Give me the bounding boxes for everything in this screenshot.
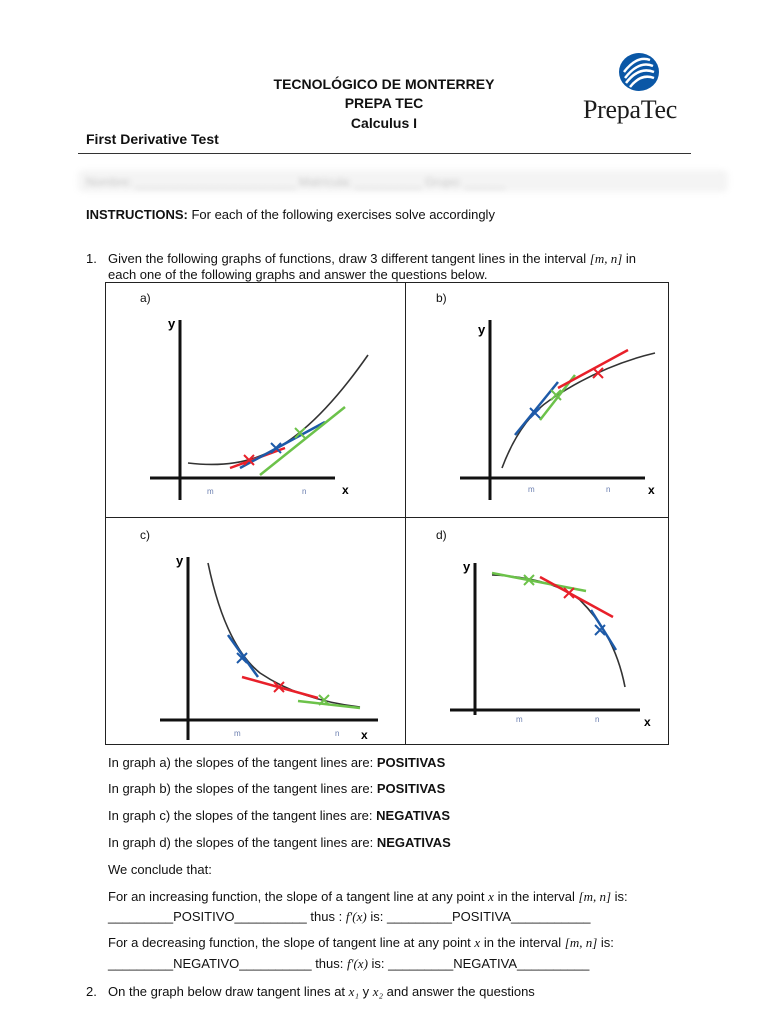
q2-text-b: and answer the questions (386, 984, 535, 999)
q1-line1 (108, 250, 636, 267)
graph-b-label: b) (436, 291, 447, 305)
graph-d-tangent-red (540, 577, 613, 617)
decreasing-line1 (108, 934, 614, 951)
graph-c-label: c) (140, 528, 150, 542)
answer-d-text: In graph d) the slopes of the tangent lines are: (108, 835, 374, 850)
answer-c-value: NEGATIVAS (376, 808, 451, 823)
decreasing-var-x: x (474, 935, 481, 950)
logo-wordmark: PrepaTec (583, 95, 677, 124)
q2-text (108, 983, 535, 1000)
graph-d-mark-red (564, 588, 574, 598)
graph-b (450, 310, 665, 510)
graph-b-mark-red (593, 368, 603, 378)
q2-text-a: On the graph below draw tangent lines at (108, 984, 346, 999)
header-divider (78, 153, 691, 154)
doc-title: First Derivative Test (86, 131, 219, 147)
graph-a-tangent-blue (240, 422, 325, 468)
graph-c (150, 545, 390, 745)
increasing-var-x: x (488, 889, 494, 904)
graph-c-m-label: m (234, 729, 241, 738)
instructions (86, 206, 495, 223)
decreasing-text-b: in the interval (483, 935, 562, 950)
decreasing-interval: [m, n] (564, 935, 598, 950)
institution-title: TECNOLÓGICO DE MONTERREY (273, 76, 495, 92)
program-title: PREPA TEC (344, 95, 424, 111)
increasing-line2 (108, 908, 591, 925)
graph-b-x-label: x (648, 483, 655, 497)
answer-b-value: POSITIVAS (376, 781, 446, 796)
graph-a-x-label: x (342, 483, 349, 497)
blurred-name-line: Nombre: ________________________ Matrícula: __________ Grupo: ______ (86, 175, 506, 189)
decreasing-line2 (108, 955, 589, 972)
answer-a (108, 754, 445, 771)
answer-c-text: In graph c) the slopes of the tangent lines are: (108, 808, 373, 823)
q1-line1-text: Given the following graphs of functions, draw 3 different tangent lines in the interval (108, 251, 587, 266)
decreasing-text-c: is: (600, 935, 614, 950)
graph-c-x-label: x (361, 728, 368, 742)
answer-a-value: POSITIVAS (376, 755, 446, 770)
graph-b-y-label: y (478, 322, 486, 337)
decreasing-text-a: For a decreasing function, the slope of tangent line at any point (108, 935, 471, 950)
increasing-text-c: is: (614, 889, 628, 904)
graph-d-n-label: n (595, 715, 600, 724)
grid-divider-vertical (405, 282, 406, 745)
answer-b (108, 780, 445, 797)
graph-d-y-label: y (463, 559, 471, 574)
q2-number: 2. (86, 984, 97, 999)
conclude-text: We conclude that: (108, 862, 212, 877)
graph-d-tangent-green (492, 573, 586, 591)
increasing-text-a: For an increasing function, the slope of a tangent line at any point (108, 889, 485, 904)
increasing-derivative-answer: is: _________POSITIVA___________ (370, 909, 591, 924)
answer-c (108, 807, 450, 824)
graph-d (450, 555, 665, 730)
prepatec-logo-icon (610, 52, 668, 92)
answer-b-text: In graph b) the slopes of the tangent lines are: (108, 781, 374, 796)
q1-line1-end: in (625, 251, 637, 266)
q1-number: 1. (86, 251, 97, 266)
grid-divider-horizontal (105, 517, 669, 518)
graph-c-curve (208, 563, 360, 707)
q1-interval: [m, n] (589, 251, 623, 266)
answer-d-value: NEGATIVAS (376, 835, 451, 850)
instructions-label: INSTRUCTIONS: (86, 207, 188, 222)
graph-a-n-label: n (302, 487, 307, 496)
graph-a-y-label: y (168, 316, 176, 331)
q1-line2: each one of the following graphs and answer the questions below. (108, 267, 488, 282)
q2-x1: x₁ (348, 984, 359, 999)
decreasing-derivative-answer: is: _________NEGATIVA__________ (371, 956, 590, 971)
graph-c-n-label: n (335, 729, 340, 738)
increasing-fprime: f′(x) (345, 909, 367, 924)
increasing-text-b: in the interval (497, 889, 575, 904)
graph-a-label: a) (140, 291, 151, 305)
graph-a-tangent-green (260, 407, 345, 475)
decreasing-fprime: f′(x) (347, 956, 368, 971)
q2-y: y (362, 984, 370, 999)
increasing-answer: _________POSITIVO__________ thus : (108, 909, 343, 924)
increasing-line1 (108, 888, 628, 905)
answer-d (108, 834, 451, 851)
graph-d-m-label: m (516, 715, 523, 724)
decreasing-answer: _________NEGATIVO__________ thus: (108, 956, 344, 971)
graph-d-x-label: x (644, 715, 651, 729)
graph-a-m-label: m (207, 487, 214, 496)
graph-a (140, 310, 370, 510)
graph-b-n-label: n (606, 485, 611, 494)
graph-b-curve (502, 353, 655, 468)
course-title: Calculus I (350, 115, 418, 131)
instructions-text: For each of the following exercises solve accordingly (191, 207, 495, 222)
q2-x2: x₂ (372, 984, 384, 999)
increasing-interval: [m, n] (578, 889, 612, 904)
graph-c-y-label: y (176, 553, 184, 568)
answer-a-text: In graph a) the slopes of the tangent lines are: (108, 755, 374, 770)
graph-d-label: d) (436, 528, 447, 542)
graph-b-m-label: m (528, 485, 535, 494)
